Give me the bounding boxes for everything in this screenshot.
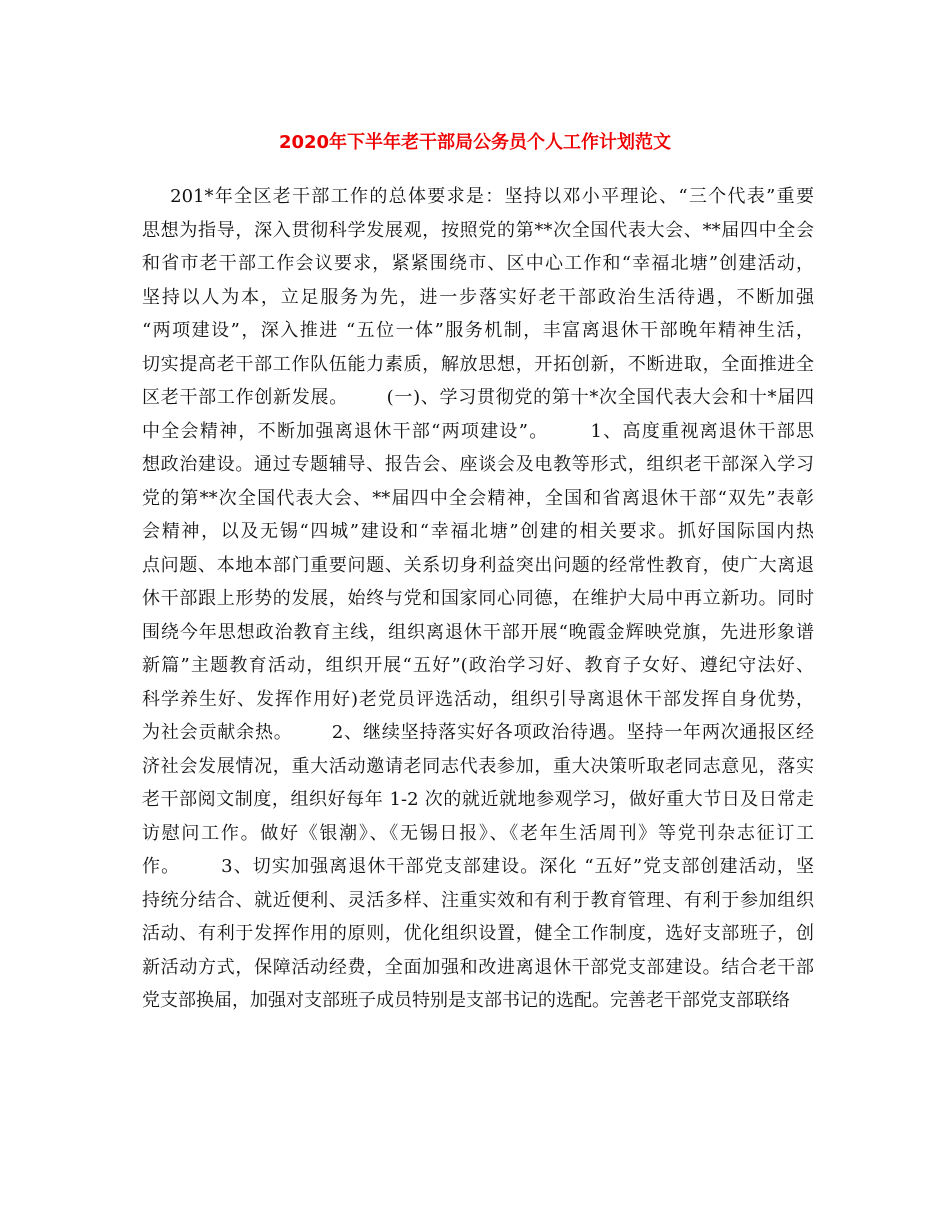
body-line: 新活动方式，保障活动经费，全面加强和改进离退休干部党支部建设。结合老干部	[142, 956, 814, 978]
body-line: 党支部换届，加强对支部班子成员特别是支部书记的选配。完善老干部党支部联络	[142, 990, 790, 1011]
body-line: 新篇”主题教育活动，组织开展“五好”(政治学习好、教育子女好、遵纪守法好、	[142, 655, 814, 676]
body-line: 老干部阅文制度，组织好每年 1-2 次的就近就地参观学习，做好重大节日及日常走	[142, 789, 814, 810]
body-line: “两项建设”，深入推进 “五位一体”服务机制，丰富离退休干部晚年精神生活，	[142, 320, 814, 341]
body-line: 科学养生好、发挥作用好)老党员评选活动，组织引导离退休干部发挥自身优势，	[142, 688, 814, 710]
body-line: 区老干部工作创新发展。 (一)、学习贯彻党的第十*次全国代表大会和十*届四	[142, 387, 814, 408]
document-body	[142, 180, 814, 1018]
body-line: 201*年全区老干部工作的总体要求是：坚持以邓小平理论、“三个代表”重要	[142, 186, 814, 207]
document-title: 2020年下半年老干部局公务员个人工作计划范文	[278, 132, 672, 153]
body-line: 为社会贡献余热。 2、继续坚持落实好各项政治待遇。坚持一年两次通报区经	[142, 722, 814, 743]
body-line: 休干部跟上形势的发展，始终与党和国家同心同德，在维护大局中再立新功。同时	[142, 588, 814, 609]
body-line: 中全会精神，不断加强离退休干部“两项建设”。 1、高度重视离退休干部思	[142, 420, 814, 442]
body-line: 切实提高老干部工作队伍能力素质，解放思想，开拓创新，不断进取，全面推进全	[142, 353, 814, 375]
body-line: 济社会发展情况，重大活动邀请老同志代表参加，重大决策听取老同志意见，落实	[142, 755, 814, 777]
body-line: 想政治建设。通过专题辅导、报告会、座谈会及电教等形式，组织老干部深入学习	[142, 454, 814, 475]
body-line: 和省市老干部工作会议要求，紧紧围绕市、区中心工作和“幸福北塘”创建活动，	[142, 253, 814, 274]
body-line: 访慰问工作。做好《银潮》、《无锡日报》、《老年生活周刊》等党刊杂志征订工	[142, 822, 814, 844]
body-line: 围绕今年思想政治教育主线，组织离退休干部开展“晚霞金辉映党旗，先进形象谱	[142, 621, 814, 643]
body-line: 会精神，以及无锡“四城”建设和“幸福北塘”创建的相关要求。抓好国际国内热	[142, 521, 814, 542]
body-line: 活动、有利于发挥作用的原则，优化组织设置，健全工作制度，选好支部班子，创	[142, 923, 814, 944]
body-line: 持统分结合、就近便利、灵活多样、注重实效和有利于教育管理、有利于参加组织	[142, 889, 814, 911]
body-line: 党的第**次全国代表大会、**届四中全会精神，全国和省离退休干部“双先”表彰	[142, 487, 814, 509]
body-line: 思想为指导，深入贯彻科学发展观，按照党的第**次全国代表大会、**届四中全会	[142, 219, 814, 241]
body-line: 作。 3、切实加强离退休干部党支部建设。深化 “五好”党支部创建活动，坚	[142, 856, 814, 877]
body-line: 坚持以人为本，立足服务为先，进一步落实好老干部政治生活待遇，不断加强	[142, 286, 814, 308]
body-line: 点问题、本地本部门重要问题、关系切身利益突出问题的经常性教育，使广大离退	[142, 554, 814, 576]
